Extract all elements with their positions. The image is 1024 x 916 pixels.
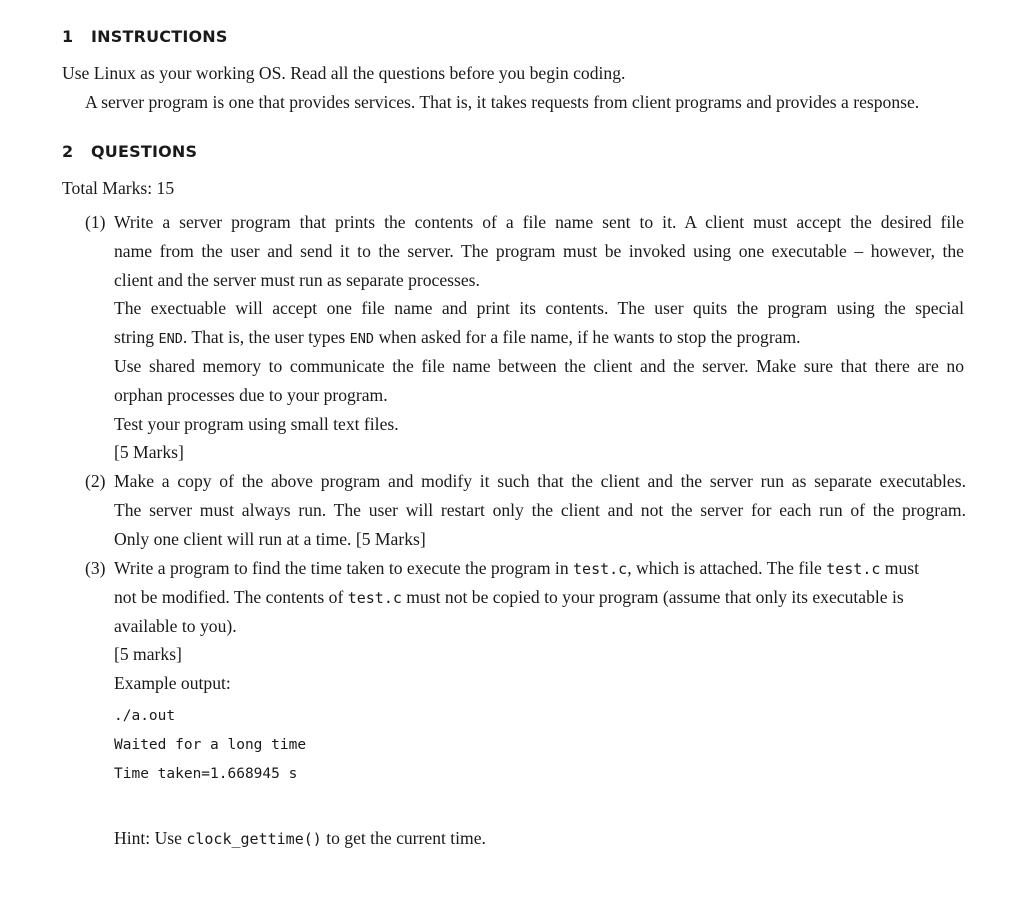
question-text-line: name from the user and send it to the server. The program must be invoked using one executable – however, the <box>114 241 964 261</box>
question-text-line: Only one client will run at a time. [5 Marks] <box>114 529 426 549</box>
hint-text <box>114 827 486 850</box>
example-output-label: Example output: <box>114 673 231 693</box>
text-run: must not be copied to your program (assume that only its executable is <box>401 587 904 607</box>
question-text-line <box>114 586 904 609</box>
question-marks: [5 Marks] <box>114 442 184 462</box>
text-run: string <box>114 327 159 347</box>
code-line: ./a.out <box>114 708 176 724</box>
inline-code-end: END <box>349 331 375 347</box>
text-run: , which is attached. The file <box>627 558 827 578</box>
section-number: 2 <box>62 142 74 161</box>
question-number: (2) <box>85 471 106 491</box>
question-text-line: available to you). <box>114 616 237 636</box>
section-title: QUESTIONS <box>91 142 198 161</box>
question-text-line: The server must always run. The user will restart only the client and not the server for each run of the program. <box>114 500 966 520</box>
inline-code-test-c: test.c <box>347 589 402 607</box>
text-run: Hint: Use <box>114 828 187 848</box>
question-text-line: client and the server must run as separate processes. <box>114 270 480 290</box>
section-heading-instructions <box>62 27 228 47</box>
question-text-line: Write a server program that prints the contents of a file name sent to it. A client must accept the desired file <box>114 212 964 232</box>
question-number: (3) <box>85 558 106 578</box>
code-line: Waited for a long time <box>114 737 307 753</box>
question-text-line <box>114 557 919 580</box>
instructions-paragraph-2: A server program is one that provides services. That is, it takes requests from client programs and provides a response. <box>85 92 920 112</box>
instructions-paragraph-1: Use Linux as your working OS. Read all the questions before you begin coding. <box>62 63 626 83</box>
inline-code-test-c: test.c <box>573 560 628 578</box>
code-line: Time taken=1.668945 s <box>114 766 298 782</box>
question-text-line: Make a copy of the above program and modify it such that the client and the server run as separate executables. <box>114 471 966 491</box>
section-title: INSTRUCTIONS <box>91 27 228 46</box>
text-run: Write a program to find the time taken to execute the program in <box>114 558 574 578</box>
inline-code-test-c: test.c <box>826 560 881 578</box>
section-number: 1 <box>62 27 74 46</box>
text-run: . That is, the user types <box>182 327 350 347</box>
total-marks: Total Marks: 15 <box>62 178 175 198</box>
text-run: not be modified. The contents of <box>114 587 348 607</box>
question-marks: [5 marks] <box>114 644 182 664</box>
inline-code-end: END <box>158 331 183 347</box>
question-text-line: Test your program using small text files. <box>114 414 399 434</box>
section-heading-questions <box>62 142 197 162</box>
question-number: (1) <box>85 212 106 232</box>
question-text-line: orphan processes due to your program. <box>114 385 388 405</box>
question-text-line: The exectuable will accept one file name and print its contents. The user quits the program using the special <box>114 298 964 318</box>
inline-code-clock-gettime: clock_gettime() <box>186 830 322 848</box>
text-run: when asked for a file name, if he wants to stop the program. <box>374 327 801 347</box>
text-run: to get the current time. <box>321 828 486 848</box>
question-text-line <box>114 326 801 350</box>
text-run: must <box>880 558 920 578</box>
question-text-line: Use shared memory to communicate the file name between the client and the server. Make sure that there are no <box>114 356 964 376</box>
